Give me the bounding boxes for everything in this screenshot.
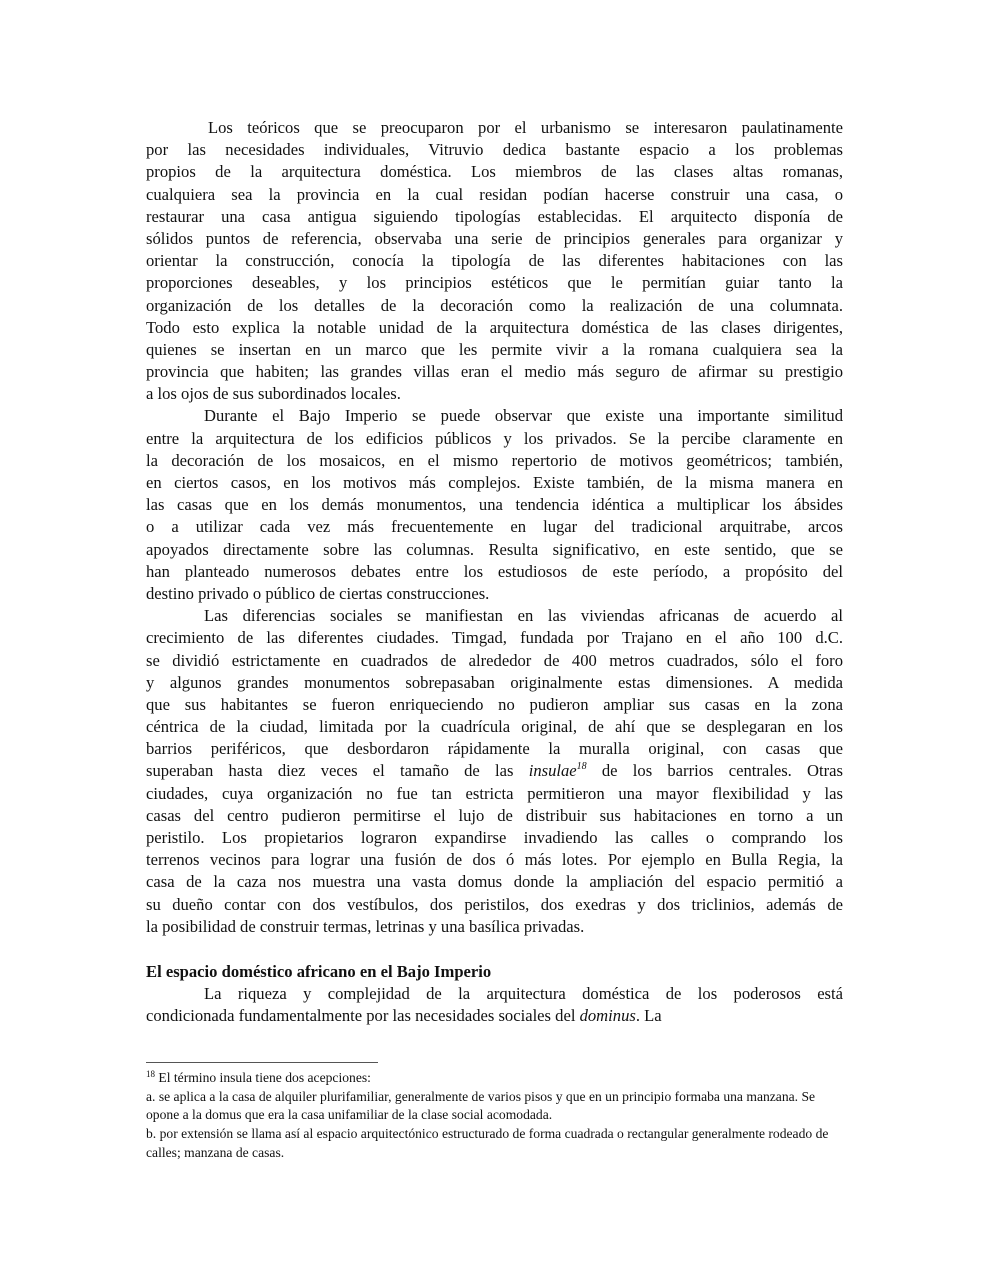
- text-line: la posibilidad de construir termas, letrinas y una basílica privadas.: [146, 916, 585, 936]
- text-line: Todo esto explica la notable unidad de la arquitectura doméstica de las clases dirigentes,: [146, 317, 843, 337]
- footnote-reference: 18: [576, 761, 587, 773]
- paragraph-bajo-imperio: [146, 405, 843, 605]
- text-line: o a utilizar cada vez más frecuentemente en lugar del tradicional arquitrabe, arcos: [146, 517, 843, 537]
- text-line: peristilo. Los propietarios lograron expandirse invadiendo las calles o comprando los: [146, 828, 843, 847]
- text-line: [146, 1005, 843, 1027]
- text-line: crecimiento de las diferentes ciudades. Timgad, fundada por Trajano en el año 100 d.C.: [146, 628, 843, 648]
- footnote-18-b: b. por extensión se llama así al espacio arquitectónico estructurado de forma cuadrada o rectangular generalmente rodeado de calles; manzana de casas.: [146, 1126, 829, 1160]
- text-line: propios de la arquitectura doméstica. Los miembros de las clases altas romanas,: [146, 162, 843, 182]
- italic-term: insulae: [528, 761, 577, 781]
- text-line: provincia que habiten; las grandes villas eran el medio más seguro de afirmar su prestigio: [146, 362, 843, 382]
- text-line: barrios periféricos, que desbordaron rápidamente la muralla original, con casas que: [146, 739, 843, 759]
- text-line: céntrica de la ciudad, limitada por la cuadrícula original, de ahí que se desplegaran en los: [146, 717, 843, 737]
- text-line: La riqueza y complejidad de la arquitectura doméstica de los poderosos está: [204, 983, 843, 1003]
- text-line: terrenos vecinos para lograr una fusión de dos ó más lotes. Por ejemplo en Bulla Regia, la: [146, 850, 843, 870]
- text-segment: . La: [635, 1005, 662, 1025]
- footnote-number: 18: [146, 1069, 155, 1079]
- text-line: proporciones deseables, y los principios estéticos que le permitían guiar tanto la: [146, 273, 843, 293]
- text-line: sólidos puntos de referencia, observaba una serie de principios generales para organizar y: [146, 228, 843, 248]
- text-segment: condicionada fundamentalmente por las necesidades sociales del: [146, 1005, 580, 1025]
- text-line: que sus habitantes se fueron enriqueciendo no pudieron ampliar sus casas en la zona: [146, 694, 843, 714]
- paragraph-urbanism: [146, 117, 843, 405]
- text-line: Las diferencias sociales se manifiestan en las viviendas africanas de acuerdo al: [204, 606, 843, 626]
- text-line: por las necesidades individuales, Vitruvio dedica bastante espacio a los problemas: [146, 140, 843, 160]
- text-line: quienes se insertan en un marco que les permite vivir a la romana cualquiera sea la: [146, 339, 843, 359]
- document-body: [146, 117, 843, 1027]
- text-line: han planteado numerosos debates entre los estudiosos de este período, a propósito del: [146, 561, 843, 581]
- italic-term: dominus: [579, 1005, 636, 1025]
- footnote-18-intro: [146, 1069, 843, 1088]
- text-line: apoyados directamente sobre las columnas. Resulta significativo, en este sentido, que se: [146, 539, 843, 559]
- text-line: destino privado o público de ciertas construcciones.: [146, 583, 490, 603]
- footnote-text: El término insula tiene dos acepciones:: [155, 1070, 371, 1085]
- footnote-separator: [146, 1062, 378, 1063]
- text-line: [146, 760, 843, 782]
- footnotes: [146, 1069, 843, 1163]
- text-line: entre la arquitectura de los edificios públicos y los privados. Se la percibe claramente en: [146, 428, 843, 448]
- text-line: y algunos grandes monumentos sobrepasaban originalmente estas dimensiones. A medida: [146, 672, 843, 692]
- text-segment: de los barrios centrales. Otras: [586, 761, 843, 781]
- text-line: orientar la construcción, conocía la tipología de las diferentes habitaciones con las: [146, 251, 843, 271]
- text-line: ciudades, cuya organización no fue tan estricta permitieron una mayor flexibilidad y las: [146, 783, 843, 803]
- text-line: restaurar una casa antigua siguiendo tipologías establecidas. El arquitecto disponía de: [146, 206, 843, 226]
- text-line: se dividió estrictamente en cuadrados de alrededor de 400 metros cuadrados, sólo el foro: [146, 650, 843, 670]
- text-line: casa de la caza nos muestra una vasta domus donde la ampliación del espacio permitió a: [146, 872, 843, 892]
- text-line: cualquiera sea la provincia en la cual residan podían hacerse construir una casa, o: [146, 184, 843, 204]
- text-line: a los ojos de sus subordinados locales.: [146, 384, 401, 404]
- text-line: Durante el Bajo Imperio se puede observar que existe una importante similitud: [204, 406, 843, 426]
- text-line: Los teóricos que se preocuparon por el urbanismo se interesaron paulatinamente: [208, 118, 843, 137]
- text-segment: superaban hasta diez veces el tamaño de las: [146, 761, 529, 781]
- paragraph-social-differences: [146, 605, 843, 938]
- text-line: las casas que en los demás monumentos, una tendencia idéntica a multiplicar los ábsides: [146, 495, 843, 515]
- text-line: organización de los detalles de la decoración como la realización de una columnata.: [146, 295, 843, 315]
- text-line: en ciertos casos, en los motivos más complejos. Existe también, de la misma manera en: [146, 473, 843, 492]
- paragraph-riqueza: [146, 983, 843, 1027]
- text-line: su dueño contar con dos vestíbulos, dos peristilos, dos exedras y dos triclinios, además de: [146, 894, 843, 914]
- text-line: la decoración de los mosaicos, en el mismo repertorio de motivos geométricos; también,: [146, 450, 843, 470]
- footnote-18-a: a. se aplica a la casa de alquiler plurifamiliar, generalmente de varios pisos y que en un principio formaba una manzana. Se opone a la domus que era la casa unifamiliar de la clase social acomodada.: [146, 1088, 816, 1123]
- section-heading: El espacio doméstico africano en el Bajo Imperio: [146, 961, 492, 981]
- text-line: casas del centro pudieron permitirse el lujo de distribuir sus habitaciones en torno a un: [146, 805, 843, 825]
